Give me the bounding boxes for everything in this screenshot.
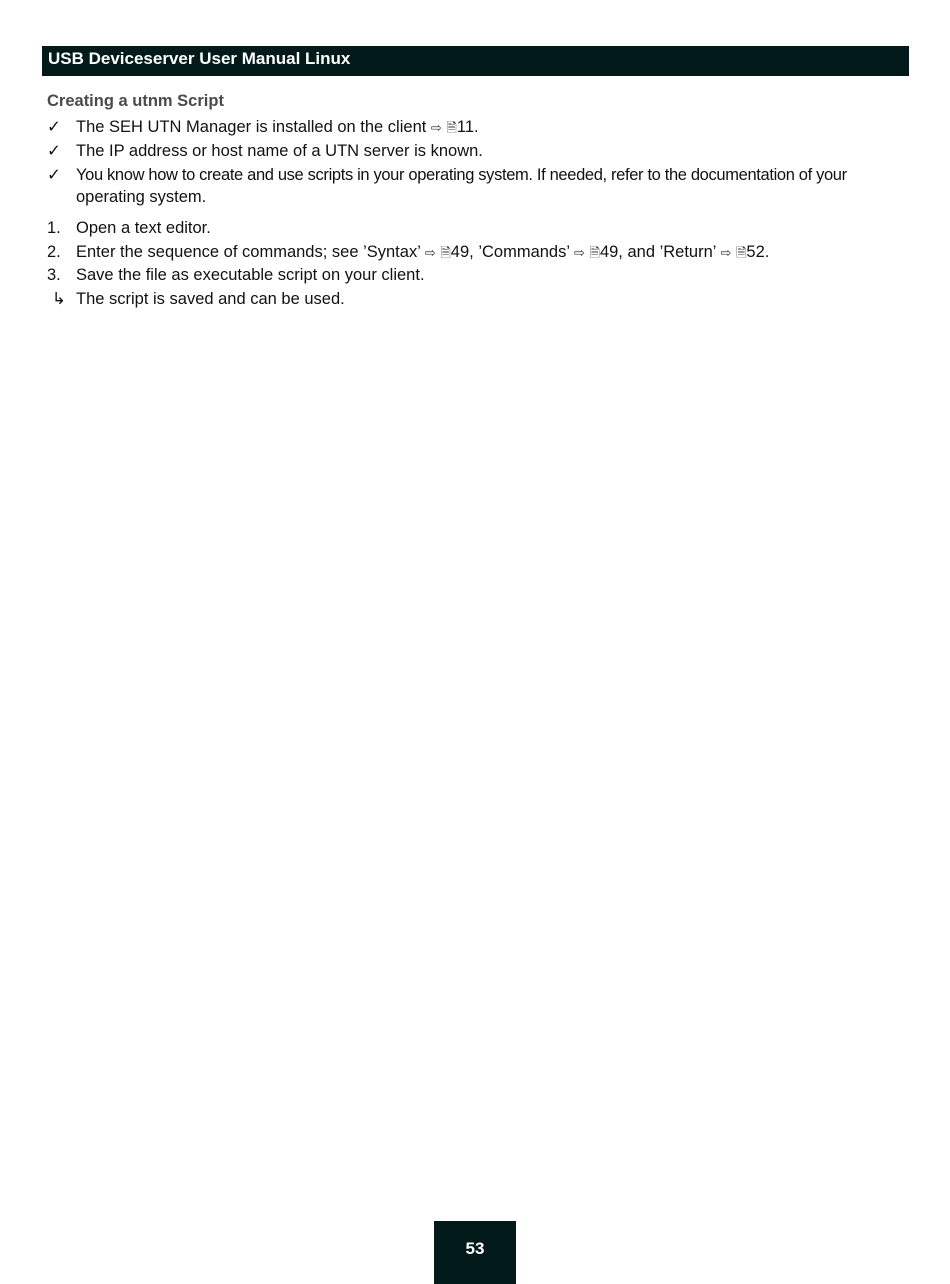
prerequisite-text: The IP address or host name of a UTN server is known. bbox=[76, 142, 483, 160]
arrow-right-icon: ⇨ bbox=[720, 246, 732, 261]
step-number: 1. bbox=[47, 219, 61, 237]
page-number: 53 bbox=[434, 1221, 516, 1284]
prerequisite-item bbox=[47, 164, 907, 210]
commands-reference-link[interactable]: 49, and ’Return’ bbox=[599, 243, 716, 261]
result-arrow-icon: ↳ bbox=[52, 290, 66, 308]
document-icon: 🗎 bbox=[589, 246, 600, 261]
step-number: 2. bbox=[47, 243, 61, 261]
manual-title: USB Deviceserver User Manual Linux bbox=[48, 49, 351, 68]
prerequisite-text: The SEH UTN Manager is installed on the client bbox=[76, 118, 427, 136]
document-icon: 🗎 bbox=[735, 246, 747, 261]
document-icon: 🗎 bbox=[440, 246, 451, 261]
arrow-right-icon: ⇨ bbox=[430, 121, 442, 136]
check-icon: ✓ bbox=[47, 142, 61, 160]
step-text: Enter the sequence of commands; see ’Syntax’ bbox=[76, 243, 421, 261]
check-icon: ✓ bbox=[47, 118, 61, 136]
syntax-reference-link[interactable]: 49, ’Commands’ bbox=[450, 243, 570, 261]
header-bar bbox=[42, 46, 909, 76]
step-number: 3. bbox=[47, 266, 61, 284]
check-icon: ✓ bbox=[47, 166, 61, 184]
arrow-right-icon: ⇨ bbox=[574, 246, 585, 261]
prerequisite-text-line-1: You know how to create and use scripts in your operating system. If needed, refer to the documentation of your bbox=[76, 166, 847, 184]
arrow-right-icon: ⇨ bbox=[424, 246, 436, 261]
page-reference-link[interactable]: 11. bbox=[456, 118, 479, 136]
result-text: The script is saved and can be used. bbox=[76, 290, 345, 308]
prerequisite-text-line-2: operating system. bbox=[76, 188, 207, 206]
step-text: Open a text editor. bbox=[76, 219, 211, 237]
document-icon: 🗎 bbox=[446, 121, 457, 136]
step-text: Save the file as executable script on your client. bbox=[76, 266, 425, 284]
section-title: Creating a utnm Script bbox=[47, 92, 224, 110]
return-reference-link[interactable]: 52. bbox=[746, 243, 770, 261]
